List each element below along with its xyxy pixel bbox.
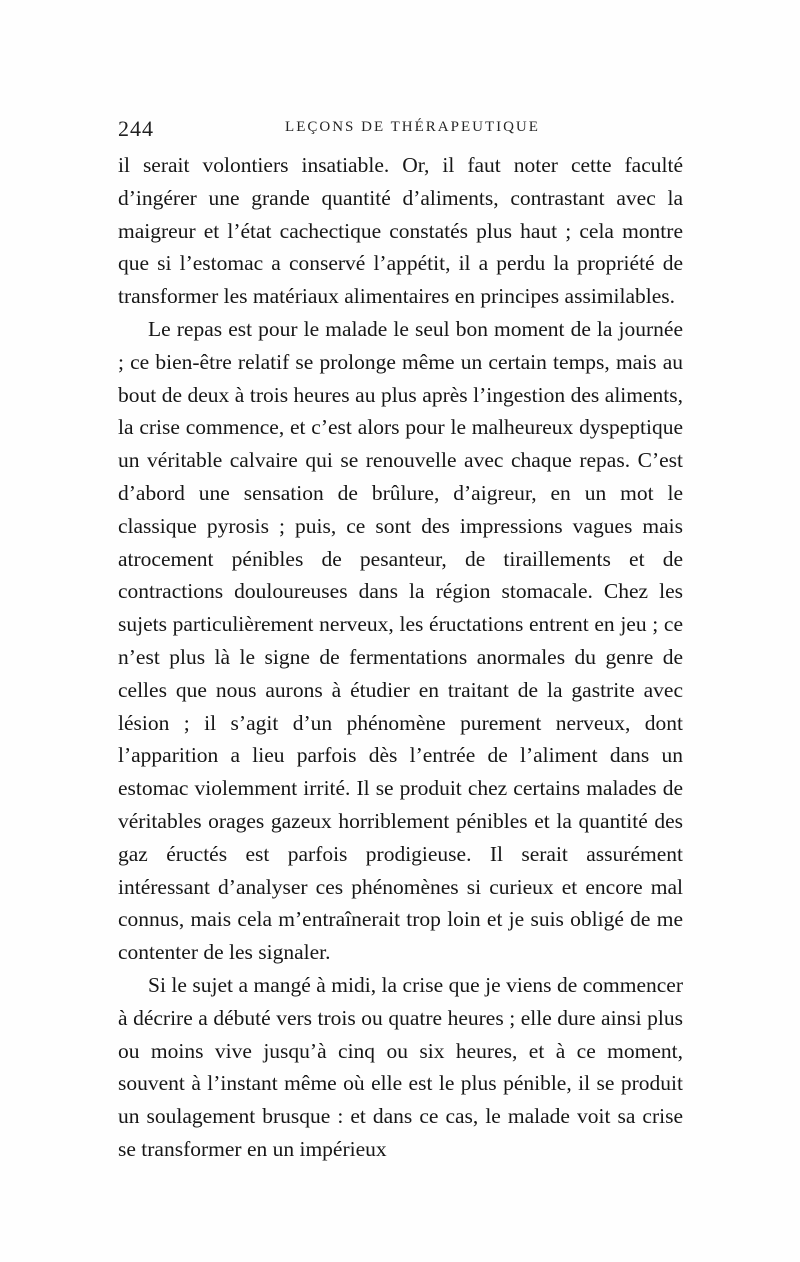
running-title: LEÇONS DE THÉRAPEUTIQUE bbox=[285, 119, 540, 135]
paragraph-midi: Si le sujet a mangé à midi, la crise que je viens de commencer à décrire a débuté vers trois ou quatre heures ; elle dure ainsi plus ou moins vive jusqu’à cinq ou six heures, et à ce moment, souvent à l’instant même où elle est le plus pénible, il se produit un soulagement brusque : et dans ce cas, le malade voit sa crise se transformer en un impérieux bbox=[118, 972, 683, 1161]
paragraph-repas: Le repas est pour le malade le seul bon moment de la journée ; ce bien-être relatif se prolonge même un certain temps, mais au bout de deux à trois heures au plus après l’ingestion des aliments, la crise commence, et c’est alors pour le malheureux dyspeptique un véritable calvaire qui se renouvelle avec chaque repas. C’est d’abord une sensation de brûlure, d’aigreur, en un mot le classique pyrosis ; puis, ce sont des impressions vagues mais atrocement pénibles de pesanteur, de tiraillements et de contractions douloureuses dans la région stomacale. Chez les sujets particulièrement nerveux, les éructations entrent en jeu ; ce n’est plus là le signe de fermentations anormales du genre de celles que nous aurons à étudier en traitant de la gastrite avec lésion ; il s’agit d’un phénomène purement nerveux, dont l’apparition a lieu parfois dès l’entrée de l’aliment dans un estomac violemment irrité. Il se produit chez certains malades de véritables orages gazeux horriblement pénibles et la quantité des gaz éructés est parfois prodigieuse. Il serait assurément intéressant d’analyser ces phénomènes si curieux et encore mal connus, mais cela m’entraînerait trop loin et je suis obligé de me contenter de les signaler. bbox=[118, 316, 683, 965]
paragraph-continued: il serait volontiers insatiable. Or, il faut noter cette faculté d’ingérer une grande quantité d’aliments, contrastant avec la maigreur et l’état cachectique constatés plus haut ; cela montre que si l’estomac a conservé l’appétit, il a perdu la propriété de transformer les matériaux alimentaires en principes assimilables. bbox=[118, 153, 683, 309]
running-head bbox=[118, 116, 683, 144]
text-body bbox=[118, 149, 683, 1166]
page-number: 244 bbox=[118, 116, 154, 141]
